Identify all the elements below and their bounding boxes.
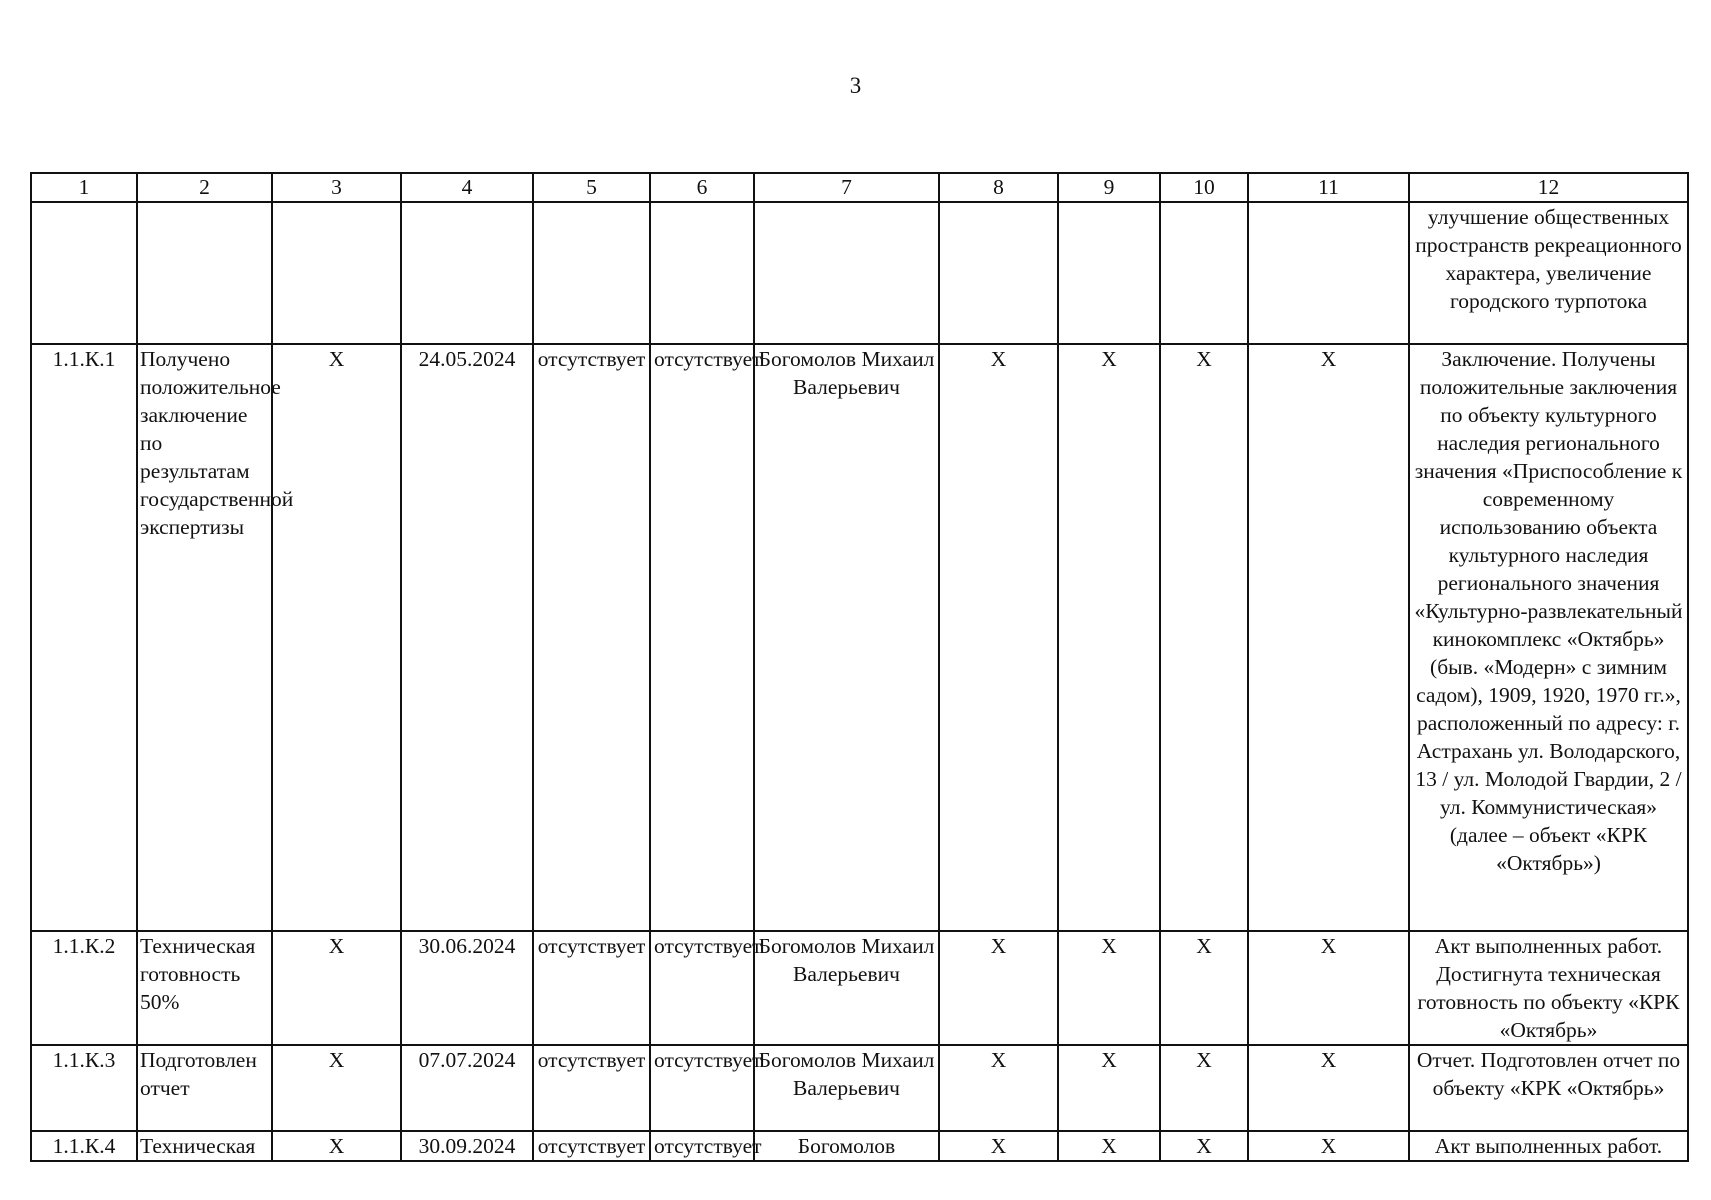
table-cell [272, 202, 401, 344]
column-number: 12 [1409, 173, 1688, 202]
column-number: 7 [754, 173, 939, 202]
table-cell [754, 202, 939, 344]
table-cell [533, 202, 650, 344]
column-number: 3 [272, 173, 401, 202]
table-cell: X [1248, 1131, 1409, 1161]
table-cell: отсутствует [650, 1131, 754, 1161]
column-number: 1 [31, 173, 137, 202]
table-cell [137, 202, 272, 344]
table-cell: X [1160, 931, 1248, 1045]
table-cell: X [1248, 931, 1409, 1045]
milestone-code: 1.1.К.3 [31, 1045, 137, 1131]
table-cell: X [1160, 1131, 1248, 1161]
table-cell: X [272, 1131, 401, 1161]
table-cell: X [939, 1131, 1058, 1161]
column-number: 6 [650, 173, 754, 202]
column-number: 2 [137, 173, 272, 202]
table-cell: X [939, 344, 1058, 931]
table-cell: X [272, 931, 401, 1045]
responsible-person: Богомолов [754, 1131, 939, 1161]
page-number: 3 [849, 73, 862, 98]
table-cell: X [1058, 1131, 1160, 1161]
column-numbers-row [31, 173, 1688, 202]
milestone-name: Получено положительное заключение по результатам государственной экспертизы [137, 344, 272, 931]
table-cell: X [1248, 344, 1409, 931]
milestone-code: 1.1.К.4 [31, 1131, 137, 1161]
column-number: 8 [939, 173, 1058, 202]
table-cell [401, 202, 533, 344]
milestone-date: 30.09.2024 [401, 1131, 533, 1161]
result-description: Акт выполненных работ. Достигнута техническая готовность по объекту «КРК «Октябрь» [1409, 931, 1688, 1045]
table-cell: отсутствует [533, 344, 650, 931]
table-cell [1160, 202, 1248, 344]
result-description: Заключение. Получены положительные заключения по объекту культурного наследия регионального значения «Приспособление к современному использованию объекта культурного наследия регионального значения «Культурно-развлекательный кинокомплекс «Октябрь» (быв. «Модерн» с зимним садом), 1909, 1920, 1970 гг.», расположенный по адресу: г. Астрахань ул. Володарского, 13 / ул. Молодой Гвардии, 2 / ул. Коммунистическая» (далее – объект «КРК «Октябрь») [1409, 344, 1688, 931]
table-cell: X [1058, 344, 1160, 931]
responsible-person: Богомолов Михаил Валерьевич [754, 931, 939, 1045]
milestone-code: 1.1.К.1 [31, 344, 137, 931]
column-number: 11 [1248, 173, 1409, 202]
table-cell: X [1160, 344, 1248, 931]
table-cell: отсутствует [650, 1045, 754, 1131]
column-number: 5 [533, 173, 650, 202]
table-cell: X [1248, 1045, 1409, 1131]
milestone-date: 24.05.2024 [401, 344, 533, 931]
table-cell: X [1160, 1045, 1248, 1131]
table-cell [1248, 202, 1409, 344]
column-number: 4 [401, 173, 533, 202]
table-row [31, 1131, 1688, 1161]
table-cell: отсутствует [533, 1045, 650, 1131]
milestone-code: 1.1.К.2 [31, 931, 137, 1045]
table-cell: X [272, 344, 401, 931]
table-row [31, 931, 1688, 1045]
responsible-person: Богомолов Михаил Валерьевич [754, 1045, 939, 1131]
table-cell: отсутствует [650, 931, 754, 1045]
milestone-name: Техническая [137, 1131, 272, 1161]
result-description: Отчет. Подготовлен отчет по объекту «КРК «Октябрь» [1409, 1045, 1688, 1131]
table-cell: X [1058, 931, 1160, 1045]
responsible-person: Богомолов Михаил Валерьевич [754, 344, 939, 931]
table-row [31, 1045, 1688, 1131]
table-cell: X [1058, 1045, 1160, 1131]
table-cell: отсутствует [533, 1131, 650, 1161]
result-description: улучшение общественных пространств рекреационного характера, увеличение городского турпотока [1409, 202, 1688, 344]
column-number: 10 [1160, 173, 1248, 202]
table-cell [31, 202, 137, 344]
milestone-name: Подготовлен отчет [137, 1045, 272, 1131]
table-cell: отсутствует [533, 931, 650, 1045]
table-row [31, 202, 1688, 344]
table-cell [650, 202, 754, 344]
milestone-name: Техническая готовность 50% [137, 931, 272, 1045]
milestone-date: 07.07.2024 [401, 1045, 533, 1131]
table-cell [939, 202, 1058, 344]
plan-table [30, 172, 1689, 1162]
table-cell: X [939, 1045, 1058, 1131]
table-cell: отсутствует [650, 344, 754, 931]
milestone-date: 30.06.2024 [401, 931, 533, 1045]
table-cell [1058, 202, 1160, 344]
table-cell: X [939, 931, 1058, 1045]
result-description: Акт выполненных работ. [1409, 1131, 1688, 1161]
table-cell: X [272, 1045, 401, 1131]
table-row [31, 344, 1688, 931]
column-number: 9 [1058, 173, 1160, 202]
